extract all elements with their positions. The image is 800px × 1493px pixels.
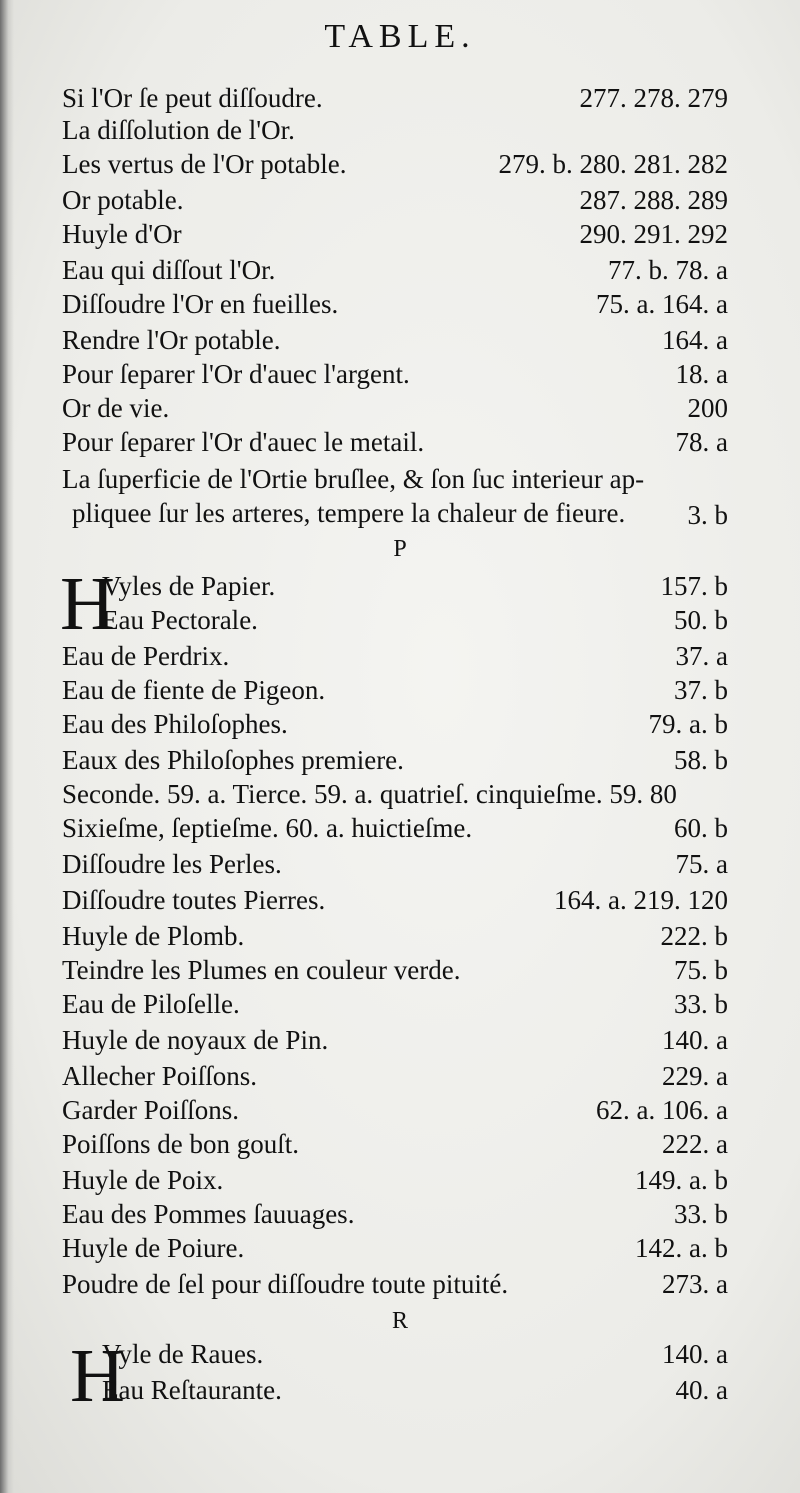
entry-ref: 58. b (674, 745, 728, 775)
entry-label: Allecher Poiſſons. (62, 1061, 257, 1091)
index-entry (62, 252, 728, 288)
entry-ref: 164. a. 219. 120 (554, 885, 728, 915)
entry-label: Diſſoudre toutes Pierres. (62, 885, 326, 915)
entry-label: Diſſoudre l'Or en fueilles. (62, 289, 339, 319)
entry-label: Garder Poiſſons. (62, 1095, 239, 1125)
entry-ref: 62. a. 106. a (596, 1095, 728, 1125)
entry-ref: 77. b. 78. a (608, 255, 728, 285)
entry-label: Or potable. (62, 185, 184, 215)
entry-label: Vyle de Raues. (102, 1339, 264, 1369)
entry-label: Huyle de Poix. (62, 1165, 224, 1195)
entry-label: Diſſoudre les Perles. (62, 849, 282, 879)
entry-label: Vyles de Papier. (102, 571, 276, 601)
index-entry (62, 390, 728, 426)
entry-ref: 157. b (660, 571, 728, 601)
index-entry (62, 706, 728, 742)
index-entry (62, 80, 728, 116)
index-entry (62, 672, 728, 708)
index-entry (62, 1058, 728, 1094)
entry-label: Huyle d'Or (62, 219, 182, 249)
entry-ref: 222. b (660, 921, 728, 951)
entry-ref: 277. 278. 279 (579, 83, 728, 113)
index-entry (62, 1230, 728, 1266)
entry-ref: 37. b (674, 675, 728, 705)
index-entry (62, 1092, 728, 1128)
entry-ref: 229. a (662, 1061, 728, 1091)
entry-label: Seconde. 59. a. Tierce. 59. a. quatrieſ. cinquieſme. 59. 80 (62, 779, 677, 809)
drop-cap: H (70, 1334, 125, 1418)
entry-ref: 273. a (662, 1269, 728, 1299)
entry-label: Eau des Philoſophes. (62, 709, 288, 739)
index-entry (62, 424, 728, 460)
index-entry (62, 846, 728, 882)
entry-label: Or de vie. (62, 393, 170, 423)
entry-label: Rendre l'Or potable. (62, 325, 281, 355)
entry-label-continued: pliquee ſur les arteres, tempere la chaleur de fieure. (72, 498, 626, 528)
entry-label: Eau de Piloſelle. (62, 989, 240, 1019)
entry-label: Eau Pectorale. (102, 605, 258, 635)
entry-label: La diſſolution de l'Or. (62, 115, 295, 145)
index-entry (62, 1126, 728, 1162)
index-entry (62, 1196, 728, 1232)
entry-ref: 140. a (662, 1025, 728, 1055)
page-binding-edge (0, 0, 14, 1493)
entry-ref: 75. a. 164. a (596, 289, 728, 319)
section-letter-p: P (393, 536, 407, 562)
entry-label: Poudre de ſel pour diſſoudre toute pituité. (62, 1269, 509, 1299)
index-entry (62, 882, 728, 918)
index-entry (62, 1372, 728, 1408)
section-letter-r: R (391, 1308, 408, 1334)
entry-ref: 279. b. 280. 281. 282 (498, 149, 728, 179)
page-title: TABLE. (324, 18, 476, 55)
index-entry (62, 322, 728, 358)
index-entry (62, 776, 728, 812)
index-entry (62, 742, 728, 778)
entry-ref: 60. b (674, 813, 728, 843)
entry-label: Huyle de noyaux de Pin. (62, 1025, 329, 1055)
index-entry (62, 1336, 728, 1372)
entry-ref: 287. 288. 289 (579, 185, 728, 215)
entry-ref: 149. a. b (635, 1165, 728, 1195)
index-entry (62, 112, 728, 148)
entry-ref: 50. b (674, 605, 728, 635)
index-entry (62, 638, 728, 674)
entry-ref: 78. a (675, 427, 728, 457)
index-entry (62, 356, 728, 392)
entry-ref: 40. a (675, 1375, 728, 1405)
entry-ref: 75. a (675, 849, 728, 879)
entry-ref: 3. b (687, 500, 728, 530)
index-entry (62, 1162, 728, 1198)
entry-ref: 140. a (662, 1339, 728, 1369)
index-entry (62, 216, 728, 252)
entry-ref: 200 (687, 393, 728, 423)
index-entry (62, 146, 728, 182)
entry-ref: 290. 291. 292 (579, 219, 728, 249)
entry-label: Eau de Perdrix. (62, 641, 230, 671)
drop-cap: H (60, 562, 115, 646)
entry-label: Eau Reſtaurante. (102, 1375, 282, 1405)
entry-label: Si l'Or ſe peut diſſoudre. (62, 83, 323, 113)
entry-ref: 33. b (674, 989, 728, 1019)
index-entry (62, 810, 728, 846)
entry-label: Eau qui diſſout l'Or. (62, 255, 276, 285)
entry-ref: 142. a. b (635, 1233, 728, 1263)
index-entry (62, 986, 728, 1022)
entry-ref: 164. a (662, 325, 728, 355)
entry-ref: 75. b (674, 955, 728, 985)
entry-label: Eaux des Philoſophes premiere. (62, 745, 404, 775)
entry-ref: 79. a. b (648, 709, 728, 739)
entry-label: Huyle de Poiure. (62, 1233, 245, 1263)
entry-label: Eau des Pommes ſauuages. (62, 1199, 355, 1229)
index-entry (62, 1266, 728, 1302)
entry-ref: 33. b (674, 1199, 728, 1229)
entry-label: Les vertus de l'Or potable. (62, 149, 347, 179)
entry-ref: 37. a (675, 641, 728, 671)
entry-label: La ſuperficie de l'Ortie bruſlee, & ſon ſuc interieur ap- (62, 464, 645, 494)
entry-label: Eau de fiente de Pigeon. (62, 675, 326, 705)
index-entry (62, 568, 728, 604)
entry-ref: 18. a (675, 359, 728, 389)
entry-ref: 222. a (662, 1129, 728, 1159)
index-entry (62, 918, 728, 954)
ortie-entry (62, 462, 728, 532)
index-entry (62, 952, 728, 988)
index-entry (62, 286, 728, 322)
index-entry (62, 1022, 728, 1058)
entry-label: Poiſſons de bon gouſt. (62, 1129, 300, 1159)
entry-label: Sixieſme, ſeptieſme. 60. a. huictieſme. (62, 813, 473, 843)
entry-label: Pour ſeparer l'Or d'auec le metail. (62, 427, 425, 457)
index-entry (62, 182, 728, 218)
entry-label: Teindre les Plumes en couleur verde. (62, 955, 461, 985)
entry-label: Huyle de Plomb. (62, 921, 245, 951)
index-entry (62, 602, 728, 638)
entry-label: Pour ſeparer l'Or d'auec l'argent. (62, 359, 410, 389)
